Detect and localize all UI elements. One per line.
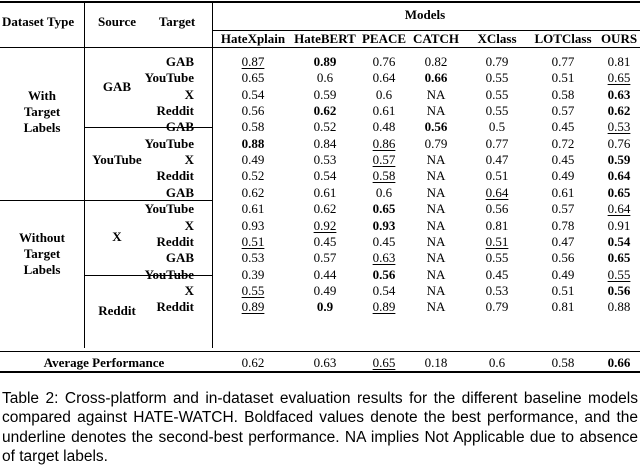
table-cell: 0.53 — [607, 119, 631, 135]
table-cell: 0.86 — [372, 135, 396, 151]
table-cell: 0.55 — [485, 250, 509, 266]
model-header-hatebert: HateBERT — [294, 31, 356, 46]
header-rule — [0, 47, 640, 48]
table-cell: 0.64 — [485, 184, 509, 200]
table-cell: 0.47 — [485, 152, 509, 168]
table-cell: 0.61 — [551, 184, 575, 200]
dataset-type-with: Target — [23, 104, 61, 119]
table-cell: 0.54 — [372, 282, 396, 298]
table-cell: 0.54 — [607, 233, 631, 249]
table-cell: 0.53 — [241, 250, 265, 266]
target-label: Reddit — [156, 168, 194, 184]
table-cell: 0.58 — [372, 168, 396, 184]
table-cell: 0.62 — [313, 103, 337, 119]
table-cell: 0.79 — [424, 135, 448, 151]
table-cell: 0.56 — [607, 282, 631, 298]
target-label: Reddit — [156, 233, 194, 249]
table-cell: 0.51 — [551, 282, 575, 298]
table-cell: NA — [426, 217, 446, 233]
table-cell: 0.45 — [313, 233, 337, 249]
table-cell: 0.64 — [607, 168, 631, 184]
table-cell: 0.65 — [241, 70, 265, 86]
bottom-rule — [0, 371, 640, 373]
table-cell: 0.66 — [424, 70, 448, 86]
table-cell: 0.44 — [313, 266, 337, 282]
table-cell: 0.84 — [313, 135, 337, 151]
table-cell: 0.77 — [551, 54, 575, 69]
target-label: X — [184, 217, 194, 233]
target-divider — [212, 3, 213, 348]
average-cell: 0.6 — [488, 355, 506, 370]
table-cell: 0.79 — [485, 54, 509, 69]
table-cell: NA — [426, 201, 446, 217]
average-cell: 0.62 — [241, 355, 265, 370]
model-header-peace: PEACE — [361, 31, 407, 46]
dataset-type-divider — [84, 3, 85, 348]
target-label: X — [184, 86, 194, 102]
table-cell: NA — [426, 86, 446, 102]
dataset-type-without: Target — [23, 246, 61, 261]
table-cell: 0.56 — [424, 119, 448, 135]
table-cell: 0.57 — [372, 152, 396, 168]
table-cell: 0.82 — [424, 54, 448, 69]
table-cell: 0.56 — [241, 103, 265, 119]
table-cell: 0.89 — [313, 54, 337, 69]
table-cell: 0.62 — [313, 201, 337, 217]
model-header-catch: CATCH — [413, 31, 459, 46]
table-cell: 0.64 — [607, 201, 631, 217]
table-cell: NA — [426, 168, 446, 184]
source-label: X — [112, 229, 122, 244]
table-cell: 0.55 — [241, 282, 265, 298]
table-caption: Table 2: Cross-platform and in-dataset evaluation results for the different baseline models compared against HATE-WATCH. Boldfaced values denote the best performance, and the underline denotes the second-best performance. NA implies Not Applicable due to absence of target labels. — [2, 389, 638, 465]
table-cell: 0.87 — [241, 54, 265, 69]
table-cell: 0.53 — [313, 152, 337, 168]
table-cell: NA — [426, 233, 446, 249]
table-cell: 0.56 — [551, 250, 575, 266]
table-cell: 0.57 — [551, 201, 575, 217]
model-header-ours: OURS — [600, 31, 638, 46]
table-cell: 0.52 — [241, 168, 265, 184]
table-cell: 0.58 — [241, 119, 265, 135]
average-cell: 0.66 — [607, 355, 631, 370]
table-cell: 0.58 — [551, 86, 575, 102]
top-rule — [0, 1, 640, 3]
table-cell: 0.55 — [607, 266, 631, 282]
table-cell: 0.92 — [313, 217, 337, 233]
table-cell: 0.59 — [607, 152, 631, 168]
table-cell: 0.93 — [241, 217, 265, 233]
table-cell: 0.88 — [241, 135, 265, 151]
target-label: Reddit — [156, 299, 194, 315]
table-cell: 0.6 — [375, 86, 393, 102]
average-cell: 0.63 — [313, 355, 337, 370]
table-cell: 0.81 — [607, 54, 631, 69]
table-cell: 0.77 — [485, 135, 509, 151]
table-cell: 0.89 — [372, 299, 396, 315]
average-rule — [0, 351, 640, 352]
table-cell: 0.49 — [551, 266, 575, 282]
dataset-type-without: Without — [19, 230, 65, 245]
table-cell: 0.9 — [316, 299, 334, 315]
table-cell: 0.39 — [241, 266, 265, 282]
table-cell: NA — [426, 299, 446, 315]
model-header-xclass: XClass — [477, 31, 517, 46]
target-label: YouTube — [144, 70, 194, 86]
table-cell: 0.5 — [488, 119, 506, 135]
target-label: YouTube — [144, 201, 194, 217]
model-header-lotclass: LOTClass — [534, 31, 592, 46]
table-cell: 0.45 — [551, 119, 575, 135]
table-cell: 0.62 — [241, 184, 265, 200]
table-cell: 0.52 — [313, 119, 337, 135]
table-cell: 0.51 — [551, 70, 575, 86]
table-cell: 0.57 — [551, 103, 575, 119]
table-cell: 0.89 — [241, 299, 265, 315]
table-cell: 0.81 — [551, 299, 575, 315]
table-cell: 0.65 — [607, 70, 631, 86]
source-label: GAB — [102, 79, 132, 94]
table-cell: 0.65 — [607, 184, 631, 200]
average-label: Average Performance — [43, 355, 165, 370]
table-cell: 0.56 — [485, 201, 509, 217]
table-cell: 0.51 — [485, 233, 509, 249]
table-cell: 0.81 — [485, 217, 509, 233]
table-cell: 0.61 — [313, 184, 337, 200]
target-label: GAB — [165, 54, 194, 69]
table-cell: 0.88 — [607, 299, 631, 315]
table-cell: 0.55 — [485, 103, 509, 119]
table-cell: 0.93 — [372, 217, 396, 233]
table-cell: 0.48 — [372, 119, 396, 135]
model-header-hatexplain: HateXplain — [220, 31, 286, 46]
table-cell: 0.61 — [372, 103, 396, 119]
table-cell: 0.76 — [607, 135, 631, 151]
dataset-type-rule — [0, 200, 85, 201]
source-label: YouTube — [92, 152, 142, 167]
table-cell: 0.63 — [607, 86, 631, 102]
table-cell: 0.78 — [551, 217, 575, 233]
table-cell: 0.45 — [372, 233, 396, 249]
table-cell: 0.55 — [485, 70, 509, 86]
table-cell: 0.65 — [372, 201, 396, 217]
table-cell: NA — [426, 250, 446, 266]
table-cell: 0.49 — [551, 168, 575, 184]
table-cell: 0.72 — [551, 135, 575, 151]
table-cell: NA — [426, 152, 446, 168]
target-label: X — [184, 282, 194, 298]
target-label: GAB — [165, 184, 194, 200]
table-cell: 0.91 — [607, 217, 631, 233]
table-cell: 0.59 — [313, 86, 337, 102]
table-cell: 0.45 — [551, 152, 575, 168]
table-cell: 0.65 — [607, 250, 631, 266]
average-cell: 0.65 — [372, 355, 396, 370]
average-cell: 0.58 — [551, 355, 575, 370]
target-label: GAB — [165, 250, 194, 266]
target-label: GAB — [165, 119, 194, 135]
dataset-type-with: Labels — [23, 120, 61, 135]
table-cell: 0.57 — [313, 250, 337, 266]
table-cell: 0.53 — [485, 282, 509, 298]
target-label: X — [184, 152, 194, 168]
table-cell: NA — [426, 282, 446, 298]
source-header: Source — [97, 14, 137, 29]
average-cell: 0.18 — [424, 355, 448, 370]
table-cell: 0.51 — [485, 168, 509, 184]
table-cell: 0.62 — [607, 103, 631, 119]
dataset-type-header: Dataset Type — [2, 14, 75, 29]
target-label: YouTube — [144, 266, 194, 282]
table-cell: 0.54 — [241, 86, 265, 102]
target-label: YouTube — [144, 135, 194, 151]
table-cell: NA — [426, 266, 446, 282]
table-cell: 0.64 — [372, 70, 396, 86]
table-cell: 0.6 — [316, 70, 334, 86]
table-cell: 0.47 — [551, 233, 575, 249]
table-cell: 0.54 — [313, 168, 337, 184]
target-header: Target — [158, 14, 196, 29]
table-cell: 0.45 — [485, 266, 509, 282]
table-cell: NA — [426, 184, 446, 200]
table-cell: 0.55 — [485, 86, 509, 102]
table-cell: 0.61 — [241, 201, 265, 217]
models-header: Models — [404, 7, 446, 22]
table-cell: 0.76 — [372, 54, 396, 69]
dataset-type-with: With — [28, 88, 56, 103]
dataset-type-without: Labels — [23, 262, 61, 277]
table-cell: 0.56 — [372, 266, 396, 282]
table-cell: 0.49 — [313, 282, 337, 298]
table-cell: 0.49 — [241, 152, 265, 168]
table-cell: 0.79 — [485, 299, 509, 315]
table-cell: NA — [426, 103, 446, 119]
source-label: Reddit — [98, 303, 136, 318]
table-cell: 0.6 — [375, 184, 393, 200]
target-label: Reddit — [156, 103, 194, 119]
table-cell: 0.63 — [372, 250, 396, 266]
table-cell: 0.51 — [241, 233, 265, 249]
